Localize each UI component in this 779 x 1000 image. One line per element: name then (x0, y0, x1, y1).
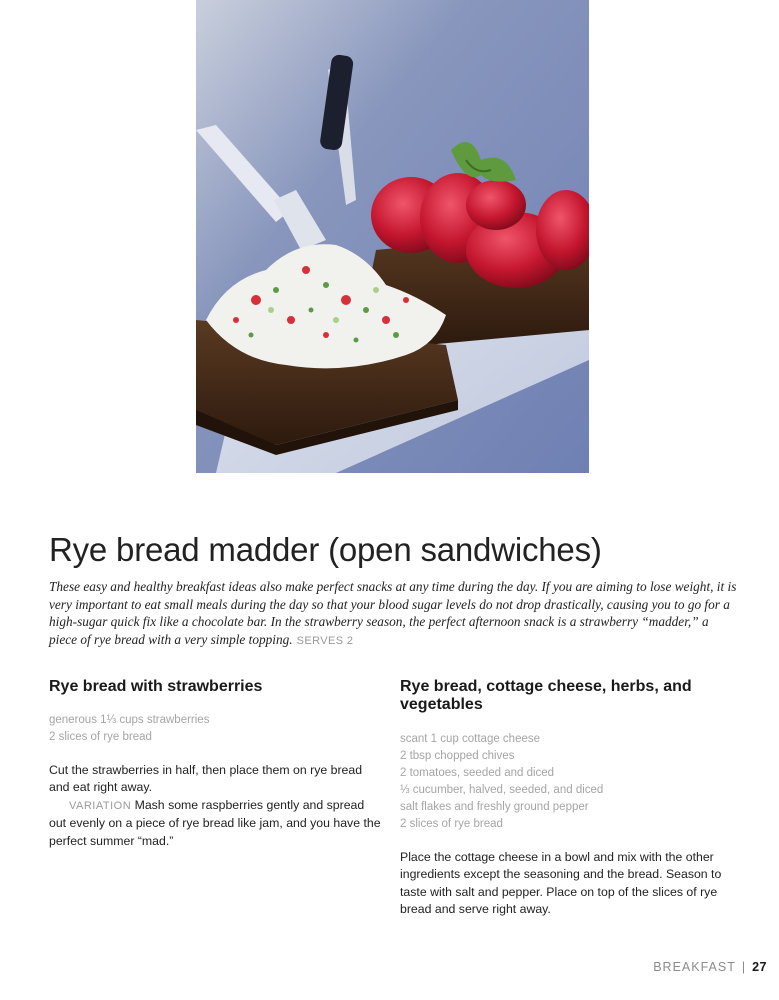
recipe-title: Rye bread madder (open sandwiches) (49, 531, 602, 568)
ingredient-item: generous 1⅓ cups strawberries (49, 714, 210, 726)
ingredient-item: 2 slices of rye bread (49, 731, 152, 743)
ingredient-list (49, 712, 384, 746)
recipe-photo (196, 0, 589, 473)
ingredient-item: ⅓ cucumber, halved, seeded, and diced (400, 784, 604, 796)
section-name: BREAKFAST (653, 960, 736, 974)
footer-separator: | (741, 960, 747, 974)
method-text: Place the cottage cheese in a bowl and mix with the other ingredients except the seasoning and the bread. Season to taste with salt and pepper. Place on top of the slices of rye bread and serve right away. (400, 850, 722, 917)
open-sandwich-illustration (196, 0, 589, 473)
ingredient-item: 2 tbsp chopped chives (400, 750, 515, 762)
recipe-heading: Rye bread with strawberries (49, 678, 263, 695)
recipe-heading: Rye bread, cottage cheese, herbs, and vegetables (400, 678, 692, 713)
serves-label: SERVES 2 (296, 634, 354, 647)
ingredient-item: salt flakes and freshly ground pepper (400, 801, 589, 813)
recipe-cottage-cheese (400, 678, 740, 919)
ingredient-item: 2 tomatoes, seeded and diced (400, 767, 555, 779)
ingredient-item: scant 1 cup cottage cheese (400, 733, 541, 745)
variation-body: Mash some raspberries gently and spread out evenly on a piece of rye bread like jam, and you have the perfect summer “mad.” (49, 797, 381, 848)
intro-text: These easy and healthy breakfast ideas also make perfect snacks at any time during the day. If you are aiming to lose weight, it is very important to eat small meals during the day so that your blood sugar levels do not drop drastically, causing you to go for a high-sugar quick fix like a chocolate bar. In the strawberry season, the perfect afternoon snack is a strawberry “madder,” a piece of rye bread with a very simple topping. (49, 579, 737, 647)
ingredient-item: 2 slices of rye bread (400, 818, 503, 830)
method-text: Cut the strawberries in half, then place them on rye bread and eat right away. (49, 763, 363, 795)
page-footer (653, 960, 767, 974)
variation-text (49, 797, 384, 850)
recipe-strawberries (49, 678, 384, 850)
variation-label: VARIATION (69, 799, 132, 812)
recipe-intro (49, 578, 739, 650)
page-number: 27 (752, 960, 767, 974)
ingredient-list (400, 731, 740, 833)
